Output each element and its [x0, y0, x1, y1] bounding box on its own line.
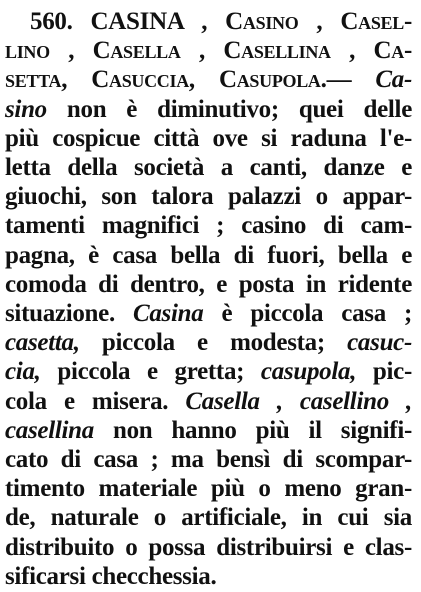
- text-run: letta della società a canti, danze e: [5, 154, 412, 181]
- text-line: [5, 211, 412, 241]
- text-run: timento materiale più o meno gran-: [5, 475, 412, 503]
- text-line: [5, 416, 412, 446]
- text-run: piccola e gretta;: [40, 358, 261, 386]
- text-run: non hanno più il signifi-: [93, 416, 412, 444]
- headword-variant: Ca-: [373, 37, 413, 65]
- text-line: [5, 445, 412, 475]
- text-run: ,: [298, 8, 341, 35]
- italic-term: Ca-: [375, 66, 412, 94]
- text-run: non è diminutivo; quei delle: [46, 95, 412, 123]
- text-line: [5, 270, 412, 300]
- headword-variant: Casupola: [218, 66, 321, 94]
- text-line: [5, 182, 412, 212]
- text-run: più cospicue città ove si raduna l'e-: [5, 124, 412, 152]
- text-line: [5, 387, 412, 417]
- text-run: pagna, è casa bella di fuori, bella e: [5, 241, 412, 269]
- text-run: tamenti magnifici ; casino di cam-: [5, 212, 412, 240]
- text-line: [5, 562, 412, 592]
- text-run: comoda di dentro, e posta in ridente: [5, 270, 412, 298]
- text-run: ,: [188, 66, 219, 94]
- text-run: .—: [320, 66, 376, 94]
- text-run: ,: [330, 37, 374, 65]
- text-run: de, naturale o artificiale, in cui sia: [5, 504, 412, 532]
- text-line: [5, 95, 412, 125]
- text-run: ,: [180, 37, 224, 65]
- text-line: [5, 241, 412, 271]
- text-line: [5, 36, 412, 66]
- text-run: cato di casa ; ma bensì di scompar-: [5, 446, 412, 473]
- text-run: situazione.: [5, 300, 133, 327]
- italic-term: Casella , casellino ,: [185, 387, 412, 415]
- text-run: cola e misera.: [5, 387, 186, 415]
- text-line: [5, 357, 412, 387]
- text-run: piccola e modesta;: [79, 329, 348, 357]
- italic-term: casupola,: [260, 358, 357, 386]
- headword-variant: Casuccia: [91, 66, 189, 94]
- text-run: distribuito o possa distribuirsi e clas-: [5, 533, 412, 561]
- italic-term: casetta,: [5, 329, 80, 357]
- text-line: [5, 328, 412, 358]
- headword-variant: Casel-: [340, 8, 412, 35]
- text-run: giuochi, son talora palazzi o appar-: [5, 183, 412, 211]
- headword-variant: setta: [5, 66, 62, 94]
- text-line: [5, 474, 412, 504]
- text-line: [30, 7, 412, 37]
- text-run: ,: [61, 66, 92, 94]
- text-line: [5, 503, 412, 533]
- text-run: 560. CASINA ,: [30, 8, 226, 35]
- headword-variant: Casella: [92, 37, 181, 65]
- text-run: ,: [49, 37, 93, 65]
- text-run: è piccola casa ;: [203, 300, 412, 327]
- headword-variant: lino: [5, 37, 50, 65]
- text-line: [5, 153, 412, 183]
- text-line: [5, 533, 412, 563]
- text-line: [5, 65, 412, 95]
- italic-term: casellina: [5, 416, 94, 444]
- text-line: [5, 124, 412, 154]
- headword-variant: Casellina: [223, 37, 331, 65]
- italic-term: cia,: [5, 358, 41, 386]
- italic-term: casuc-: [347, 329, 412, 357]
- text-run: pic-: [356, 358, 412, 386]
- italic-term: Casina: [132, 300, 204, 327]
- text-run: sificarsi checchessia.: [5, 562, 217, 590]
- italic-term: sino: [5, 95, 47, 123]
- text-line: [5, 299, 412, 329]
- headword-variant: Casino: [225, 8, 299, 35]
